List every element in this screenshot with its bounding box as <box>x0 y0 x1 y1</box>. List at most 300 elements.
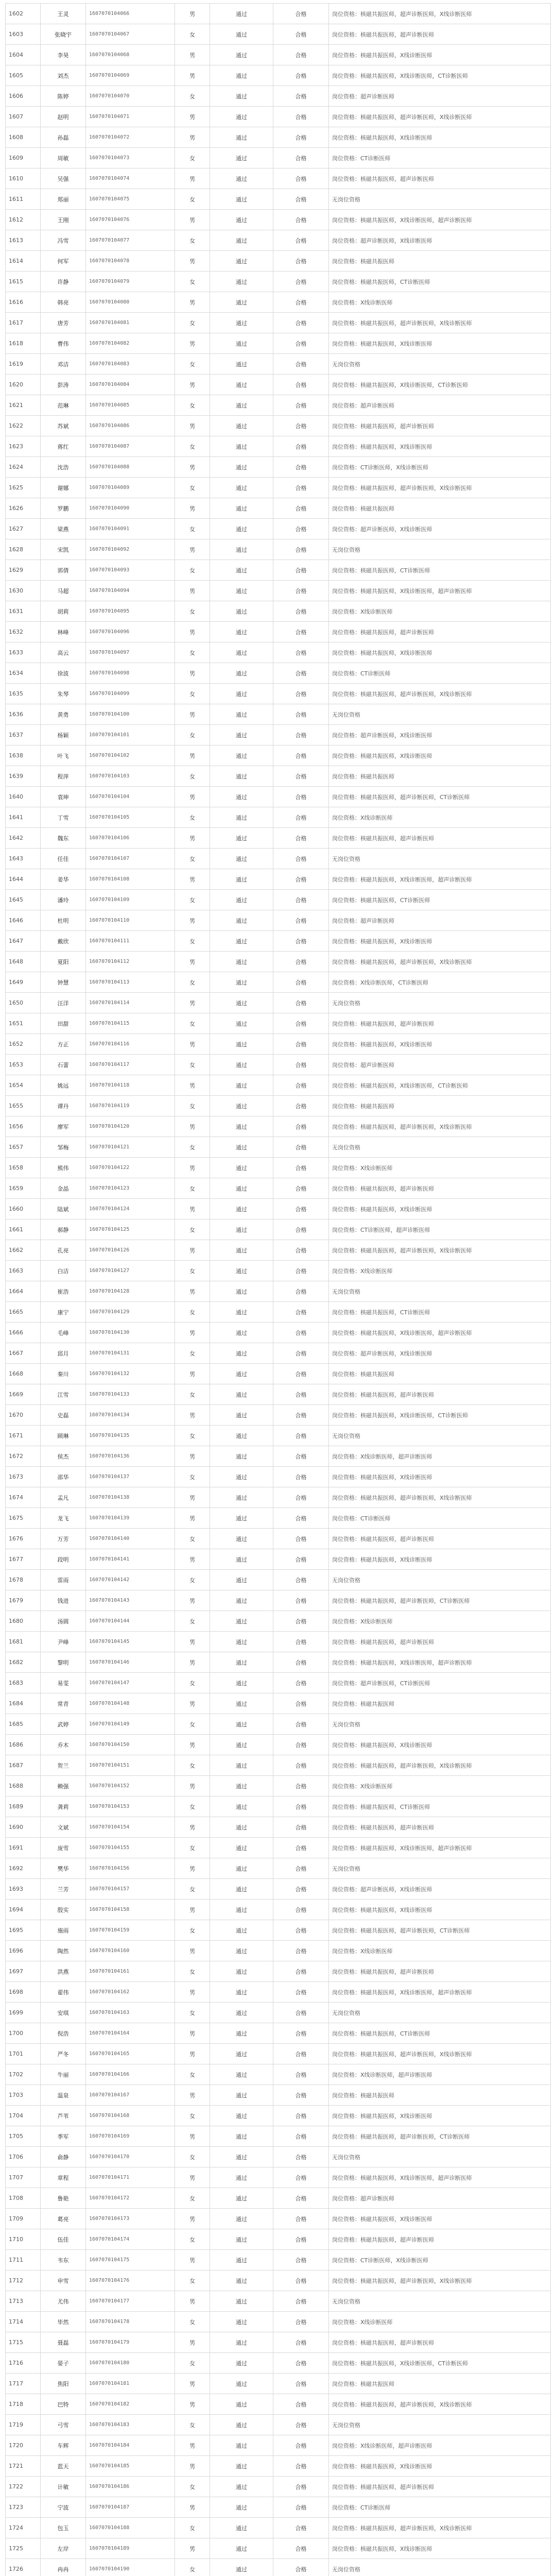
gender-cell: 女 <box>175 2353 210 2374</box>
remark-cell: 岗位资格：超声诊断医师 <box>329 86 551 107</box>
table-row <box>6 1673 551 1693</box>
result-cell: 通过 <box>210 2106 273 2126</box>
gender-cell: 男 <box>175 1858 210 1879</box>
row-number-cell: 1632 <box>6 622 41 642</box>
remark-cell: 岗位资格：核磁共振医师，X线诊断医师 <box>329 1199 551 1219</box>
candidate-name-cell: 伍佳 <box>41 2229 86 2250</box>
qualification-cell: 合格 <box>273 1240 329 1261</box>
table-row <box>6 745 551 766</box>
table-row <box>6 251 551 272</box>
result-cell: 通过 <box>210 601 273 622</box>
row-number-cell: 1627 <box>6 519 41 539</box>
exam-id-cell: 1607070104110 <box>86 910 175 931</box>
exam-id-cell: 1607070104076 <box>86 210 175 230</box>
qualification-cell: 合格 <box>273 725 329 745</box>
row-number-cell: 1658 <box>6 1158 41 1178</box>
candidate-name-cell: 何军 <box>41 251 86 272</box>
table-row <box>6 519 551 539</box>
table-row <box>6 704 551 725</box>
remark-cell: 岗位资格：核磁共振医师，超声诊断医师，CT诊断医师 <box>329 2126 551 2147</box>
gender-cell: 女 <box>175 2559 210 2576</box>
candidate-name-cell: 许静 <box>41 272 86 292</box>
qualification-cell: 合格 <box>273 560 329 581</box>
remark-cell: 岗位资格：核磁共振医师，X线诊断医师 <box>329 931 551 952</box>
result-cell: 通过 <box>210 2312 273 2332</box>
table-row <box>6 1838 551 1858</box>
qualification-cell: 合格 <box>273 2270 329 2291</box>
result-cell: 通过 <box>210 890 273 910</box>
table-row <box>6 2126 551 2147</box>
row-number-cell: 1652 <box>6 1034 41 1055</box>
exam-id-cell: 1607070104131 <box>86 1343 175 1364</box>
qualification-cell: 合格 <box>273 1900 329 1920</box>
exam-id-cell: 1607070104109 <box>86 890 175 910</box>
gender-cell: 男 <box>175 2250 210 2270</box>
candidate-name-cell: 魏东 <box>41 828 86 849</box>
gender-cell: 女 <box>175 2518 210 2538</box>
gender-cell: 女 <box>175 2415 210 2435</box>
row-number-cell: 1719 <box>6 2415 41 2435</box>
gender-cell: 男 <box>175 828 210 849</box>
result-cell: 通过 <box>210 2415 273 2435</box>
candidate-name-cell: 范琳 <box>41 395 86 416</box>
table-row <box>6 1384 551 1405</box>
qualification-cell: 合格 <box>273 2538 329 2559</box>
exam-id-cell: 1607070104096 <box>86 622 175 642</box>
result-cell: 通过 <box>210 2023 273 2044</box>
exam-id-cell: 1607070104078 <box>86 251 175 272</box>
table-row <box>6 1302 551 1323</box>
candidate-name-cell: 尤伟 <box>41 2291 86 2312</box>
exam-id-cell: 1607070104079 <box>86 272 175 292</box>
table-row <box>6 65 551 86</box>
row-number-cell: 1615 <box>6 272 41 292</box>
qualification-cell: 合格 <box>273 45 329 65</box>
gender-cell: 男 <box>175 1405 210 1426</box>
qualification-cell: 合格 <box>273 1364 329 1384</box>
result-cell: 通过 <box>210 539 273 560</box>
exam-id-cell: 1607070104166 <box>86 2064 175 2085</box>
table-row <box>6 2353 551 2374</box>
exam-id-cell: 1607070104127 <box>86 1261 175 1281</box>
candidate-name-cell: 庞雪 <box>41 1838 86 1858</box>
row-number-cell: 1708 <box>6 2188 41 2209</box>
candidate-name-cell: 宁波 <box>41 2497 86 2518</box>
result-cell: 通过 <box>210 1982 273 2003</box>
result-cell: 通过 <box>210 1137 273 1158</box>
qualification-cell: 合格 <box>273 2250 329 2270</box>
gender-cell: 女 <box>175 86 210 107</box>
exam-id-cell: 1607070104116 <box>86 1034 175 1055</box>
exam-id-cell: 1607070104120 <box>86 1116 175 1137</box>
result-cell: 通过 <box>210 1590 273 1611</box>
result-cell: 通过 <box>210 1487 273 1508</box>
remark-cell: 岗位资格：核磁共振医师，超声诊断医师 <box>329 1178 551 1199</box>
candidate-name-cell: 沈浩 <box>41 457 86 478</box>
table-row <box>6 2209 551 2229</box>
result-cell: 通过 <box>210 1611 273 1632</box>
exam-id-cell: 1607070104152 <box>86 1776 175 1797</box>
row-number-cell: 1649 <box>6 972 41 993</box>
result-cell: 通过 <box>210 2270 273 2291</box>
row-number-cell: 1664 <box>6 1281 41 1302</box>
candidate-name-cell: 左岸 <box>41 2538 86 2559</box>
exam-id-cell: 1607070104097 <box>86 642 175 663</box>
gender-cell: 女 <box>175 1529 210 1549</box>
result-cell: 通过 <box>210 251 273 272</box>
candidate-name-cell: 段明 <box>41 1549 86 1570</box>
row-number-cell: 1696 <box>6 1941 41 1961</box>
result-cell: 通过 <box>210 127 273 148</box>
remark-cell: 岗位资格：核磁共振医师，超声诊断医师，X线诊断医师 <box>329 1755 551 1776</box>
row-number-cell: 1634 <box>6 663 41 684</box>
table-row <box>6 1178 551 1199</box>
exam-id-cell: 1607070104107 <box>86 849 175 869</box>
exam-id-cell: 1607070104157 <box>86 1879 175 1900</box>
result-cell: 通过 <box>210 931 273 952</box>
row-number-cell: 1701 <box>6 2044 41 2064</box>
row-number-cell: 1713 <box>6 2291 41 2312</box>
gender-cell: 女 <box>175 1570 210 1590</box>
table-row <box>6 2003 551 2023</box>
remark-cell: 岗位资格：核磁共振医师，CT诊断医师 <box>329 1302 551 1323</box>
candidate-name-cell: 康宁 <box>41 1302 86 1323</box>
table-row <box>6 2229 551 2250</box>
gender-cell: 男 <box>175 1900 210 1920</box>
table-row <box>6 807 551 828</box>
row-number-cell: 1673 <box>6 1467 41 1487</box>
remark-cell: 岗位资格：核磁共振医师 <box>329 1364 551 1384</box>
gender-cell: 女 <box>175 1219 210 1240</box>
result-cell: 通过 <box>210 2559 273 2576</box>
result-cell: 通过 <box>210 1034 273 1055</box>
result-cell: 通过 <box>210 1199 273 1219</box>
qualification-cell: 合格 <box>273 993 329 1013</box>
qualification-cell: 合格 <box>273 1529 329 1549</box>
exam-id-cell: 1607070104075 <box>86 189 175 210</box>
candidate-name-cell: 冯雪 <box>41 230 86 251</box>
qualification-cell: 合格 <box>273 1178 329 1199</box>
row-number-cell: 1647 <box>6 931 41 952</box>
qualification-cell: 合格 <box>273 416 329 436</box>
remark-cell: 岗位资格：超声诊断医师，CT诊断医师 <box>329 1673 551 1693</box>
result-cell: 通过 <box>210 1755 273 1776</box>
qualification-cell: 合格 <box>273 1570 329 1590</box>
result-cell: 通过 <box>210 86 273 107</box>
candidate-name-cell: 巴特 <box>41 2394 86 2415</box>
remark-cell: 岗位资格：超声诊断医师 <box>329 910 551 931</box>
remark-cell: 岗位资格：核磁共振医师，超声诊断医师，X线诊断医师 <box>329 1487 551 1508</box>
candidate-name-cell: 汤圆 <box>41 1611 86 1632</box>
remark-cell: 岗位资格：核磁共振医师，CT诊断医师 <box>329 2023 551 2044</box>
row-number-cell: 1608 <box>6 127 41 148</box>
result-cell: 通过 <box>210 1549 273 1570</box>
table-row <box>6 1961 551 1982</box>
row-number-cell: 1694 <box>6 1900 41 1920</box>
remark-cell: 岗位资格：CT诊断医师 <box>329 148 551 168</box>
exam-id-cell: 1607070104149 <box>86 1714 175 1735</box>
remark-cell: 岗位资格：核磁共振医师，超声诊断医师 <box>329 24 551 45</box>
candidate-name-cell: 邓洁 <box>41 354 86 375</box>
gender-cell: 男 <box>175 333 210 354</box>
candidate-name-cell: 石蕾 <box>41 1055 86 1075</box>
exam-id-cell: 1607070104148 <box>86 1693 175 1714</box>
qualification-cell: 合格 <box>273 931 329 952</box>
qualification-cell: 合格 <box>273 952 329 972</box>
remark-cell: 无岗位资格 <box>329 1426 551 1446</box>
exam-id-cell: 1607070104165 <box>86 2044 175 2064</box>
gender-cell: 男 <box>175 2456 210 2477</box>
result-cell: 通过 <box>210 519 273 539</box>
gender-cell: 男 <box>175 1116 210 1137</box>
gender-cell: 男 <box>175 168 210 189</box>
gender-cell: 男 <box>175 1817 210 1838</box>
gender-cell: 男 <box>175 2167 210 2188</box>
result-cell: 通过 <box>210 1261 273 1281</box>
row-number-cell: 1612 <box>6 210 41 230</box>
candidate-name-cell: 孔亮 <box>41 1240 86 1261</box>
gender-cell: 女 <box>175 1838 210 1858</box>
exam-id-cell: 1607070104129 <box>86 1302 175 1323</box>
remark-cell: 无岗位资格 <box>329 539 551 560</box>
exam-id-cell: 1607070104119 <box>86 1096 175 1116</box>
exam-id-cell: 1607070104077 <box>86 230 175 251</box>
candidate-name-cell: 杜明 <box>41 910 86 931</box>
result-cell: 通过 <box>210 2229 273 2250</box>
table-row <box>6 1426 551 1446</box>
remark-cell: 岗位资格：X线诊断医师 <box>329 292 551 313</box>
qualification-cell: 合格 <box>273 828 329 849</box>
table-row <box>6 2044 551 2064</box>
exam-id-cell: 1607070104187 <box>86 2497 175 2518</box>
gender-cell: 男 <box>175 2085 210 2106</box>
exam-id-cell: 1607070104150 <box>86 1735 175 1755</box>
table-row <box>6 1920 551 1941</box>
roster-table <box>5 3 551 2576</box>
row-number-cell: 1679 <box>6 1590 41 1611</box>
table-row <box>6 766 551 787</box>
table-row <box>6 2291 551 2312</box>
result-cell: 通过 <box>210 766 273 787</box>
result-cell: 通过 <box>210 1735 273 1755</box>
candidate-name-cell: 尹峰 <box>41 1632 86 1652</box>
table-row <box>6 1776 551 1797</box>
gender-cell: 女 <box>175 436 210 457</box>
candidate-name-cell: 黄勇 <box>41 704 86 725</box>
candidate-name-cell: 蒋红 <box>41 436 86 457</box>
exam-id-cell: 1607070104173 <box>86 2209 175 2229</box>
remark-cell: 岗位资格：核磁共振医师，X线诊断医师 <box>329 2209 551 2229</box>
remark-cell: 岗位资格：CT诊断医师 <box>329 663 551 684</box>
result-cell: 通过 <box>210 993 273 1013</box>
table-row <box>6 4 551 24</box>
remark-cell: 岗位资格：核磁共振医师，CT诊断医师 <box>329 1797 551 1817</box>
qualification-cell: 合格 <box>273 127 329 148</box>
row-number-cell: 1687 <box>6 1755 41 1776</box>
result-cell: 通过 <box>210 107 273 127</box>
remark-cell: 岗位资格：核磁共振医师，X线诊断医师，超声诊断医师 <box>329 581 551 601</box>
table-row <box>6 1549 551 1570</box>
result-cell: 通过 <box>210 1797 273 1817</box>
qualification-cell: 合格 <box>273 2291 329 2312</box>
exam-id-cell: 1607070104085 <box>86 395 175 416</box>
qualification-cell: 合格 <box>273 1261 329 1281</box>
result-cell: 通过 <box>210 704 273 725</box>
table-row <box>6 1323 551 1343</box>
result-cell: 通过 <box>210 1673 273 1693</box>
exam-id-cell: 1607070104105 <box>86 807 175 828</box>
remark-cell: 岗位资格：X线诊断医师，超声诊断医师 <box>329 2064 551 2085</box>
gender-cell: 女 <box>175 1714 210 1735</box>
row-number-cell: 1721 <box>6 2456 41 2477</box>
table-row <box>6 478 551 498</box>
exam-id-cell: 1607070104161 <box>86 1961 175 1982</box>
table-row <box>6 1096 551 1116</box>
row-number-cell: 1650 <box>6 993 41 1013</box>
table-row <box>6 1529 551 1549</box>
result-cell: 通过 <box>210 684 273 704</box>
exam-id-cell: 1607070104189 <box>86 2538 175 2559</box>
table-row <box>6 931 551 952</box>
exam-id-cell: 1607070104123 <box>86 1178 175 1199</box>
gender-cell: 女 <box>175 272 210 292</box>
remark-cell: 岗位资格：核磁共振医师，超声诊断医师 <box>329 1632 551 1652</box>
remark-cell: 岗位资格：超声诊断医师，X线诊断医师 <box>329 725 551 745</box>
candidate-name-cell: 申雪 <box>41 2270 86 2291</box>
qualification-cell: 合格 <box>273 1982 329 2003</box>
exam-id-cell: 1607070104083 <box>86 354 175 375</box>
remark-cell: 岗位资格：核磁共振医师，超声诊断医师 <box>329 2229 551 2250</box>
row-number-cell: 1654 <box>6 1075 41 1096</box>
candidate-name-cell: 白洁 <box>41 1261 86 1281</box>
qualification-cell: 合格 <box>273 1096 329 1116</box>
exam-id-cell: 1607070104176 <box>86 2270 175 2291</box>
candidate-name-cell: 李昊 <box>41 45 86 65</box>
candidate-name-cell: 聂磊 <box>41 2332 86 2353</box>
candidate-name-cell: 朱琴 <box>41 684 86 704</box>
remark-cell: 岗位资格：超声诊断医师 <box>329 2188 551 2209</box>
table-row <box>6 828 551 849</box>
candidate-name-cell: 施雨 <box>41 1920 86 1941</box>
result-cell: 通过 <box>210 1714 273 1735</box>
result-cell: 通过 <box>210 1343 273 1364</box>
table-row <box>6 1199 551 1219</box>
remark-cell: 岗位资格：核磁共振医师，X线诊断医师 <box>329 1467 551 1487</box>
result-cell: 通过 <box>210 2147 273 2167</box>
row-number-cell: 1691 <box>6 1838 41 1858</box>
row-number-cell: 1725 <box>6 2538 41 2559</box>
gender-cell: 女 <box>175 725 210 745</box>
remark-cell: 岗位资格：核磁共振医师，X线诊断医师，超声诊断医师 <box>329 210 551 230</box>
result-cell: 通过 <box>210 478 273 498</box>
gender-cell: 男 <box>175 1693 210 1714</box>
row-number-cell: 1710 <box>6 2229 41 2250</box>
candidate-name-cell: 严冬 <box>41 2044 86 2064</box>
result-cell: 通过 <box>210 457 273 478</box>
qualification-cell: 合格 <box>273 581 329 601</box>
row-number-cell: 1706 <box>6 2147 41 2167</box>
remark-cell: 岗位资格：核磁共振医师，超声诊断医师，CT诊断医师 <box>329 1920 551 1941</box>
remark-cell: 岗位资格：核磁共振医师，超声诊断医师 <box>329 1013 551 1034</box>
exam-id-cell: 1607070104132 <box>86 1364 175 1384</box>
remark-cell: 岗位资格：核磁共振医师，超声诊断医师 <box>329 168 551 189</box>
candidate-name-cell: 陆斌 <box>41 1199 86 1219</box>
result-cell: 通过 <box>210 2291 273 2312</box>
table-row <box>6 952 551 972</box>
candidate-name-cell: 贺兰 <box>41 1755 86 1776</box>
qualification-cell: 合格 <box>273 1487 329 1508</box>
result-cell: 通过 <box>210 2435 273 2456</box>
gender-cell: 男 <box>175 2291 210 2312</box>
qualification-cell: 合格 <box>273 1652 329 1673</box>
result-cell: 通过 <box>210 2209 273 2229</box>
result-cell: 通过 <box>210 1632 273 1652</box>
exam-id-cell: 1607070104141 <box>86 1549 175 1570</box>
qualification-cell: 合格 <box>273 65 329 86</box>
remark-cell: 岗位资格：核磁共振医师，X线诊断医师 <box>329 1034 551 1055</box>
candidate-name-cell: 周敏 <box>41 148 86 168</box>
qualification-cell: 合格 <box>273 1343 329 1364</box>
qualification-cell: 合格 <box>273 2003 329 2023</box>
qualification-cell: 合格 <box>273 2559 329 2576</box>
remark-cell: 无岗位资格 <box>329 189 551 210</box>
gender-cell: 男 <box>175 910 210 931</box>
table-row <box>6 2250 551 2270</box>
gender-cell: 男 <box>175 2538 210 2559</box>
exam-id-cell: 1607070104106 <box>86 828 175 849</box>
qualification-cell: 合格 <box>273 2044 329 2064</box>
result-cell: 通过 <box>210 1426 273 1446</box>
candidate-name-cell: 袁坤 <box>41 787 86 807</box>
exam-id-cell: 1607070104104 <box>86 787 175 807</box>
candidate-name-cell: 鲁艳 <box>41 2188 86 2209</box>
qualification-cell: 合格 <box>273 1384 329 1405</box>
qualification-cell: 合格 <box>273 272 329 292</box>
remark-cell: 岗位资格：核磁共振医师，X线诊断医师，超声诊断医师 <box>329 1652 551 1673</box>
qualification-cell: 合格 <box>273 2147 329 2167</box>
remark-cell: 岗位资格：核磁共振医师，超声诊断医师，X线诊断医师 <box>329 684 551 704</box>
result-cell: 通过 <box>210 1281 273 1302</box>
remark-cell: 岗位资格：核磁共振医师，X线诊断医师 <box>329 436 551 457</box>
result-cell: 通过 <box>210 642 273 663</box>
row-number-cell: 1651 <box>6 1013 41 1034</box>
row-number-cell: 1643 <box>6 849 41 869</box>
qualification-cell: 合格 <box>273 395 329 416</box>
table-row <box>6 1261 551 1281</box>
remark-cell: 岗位资格：核磁共振医师，X线诊断医师，超声诊断医师 <box>329 2167 551 2188</box>
row-number-cell: 1629 <box>6 560 41 581</box>
row-number-cell: 1610 <box>6 168 41 189</box>
remark-cell: 岗位资格：CT诊断医师，超声诊断医师 <box>329 1219 551 1240</box>
result-cell: 通过 <box>210 2497 273 2518</box>
gender-cell: 女 <box>175 766 210 787</box>
remark-cell: 无岗位资格 <box>329 2003 551 2023</box>
table-row <box>6 2023 551 2044</box>
exam-id-cell: 1607070104090 <box>86 498 175 519</box>
row-number-cell: 1724 <box>6 2518 41 2538</box>
gender-cell: 女 <box>175 24 210 45</box>
qualification-cell: 合格 <box>273 1549 329 1570</box>
row-number-cell: 1674 <box>6 1487 41 1508</box>
remark-cell: 岗位资格：X线诊断医师 <box>329 1611 551 1632</box>
remark-cell: 无岗位资格 <box>329 704 551 725</box>
result-cell: 通过 <box>210 1879 273 1900</box>
row-number-cell: 1662 <box>6 1240 41 1261</box>
result-cell: 通过 <box>210 1055 273 1075</box>
candidate-name-cell: 韦东 <box>41 2250 86 2270</box>
candidate-name-cell: 易雯 <box>41 1673 86 1693</box>
qualification-cell: 合格 <box>273 2456 329 2477</box>
